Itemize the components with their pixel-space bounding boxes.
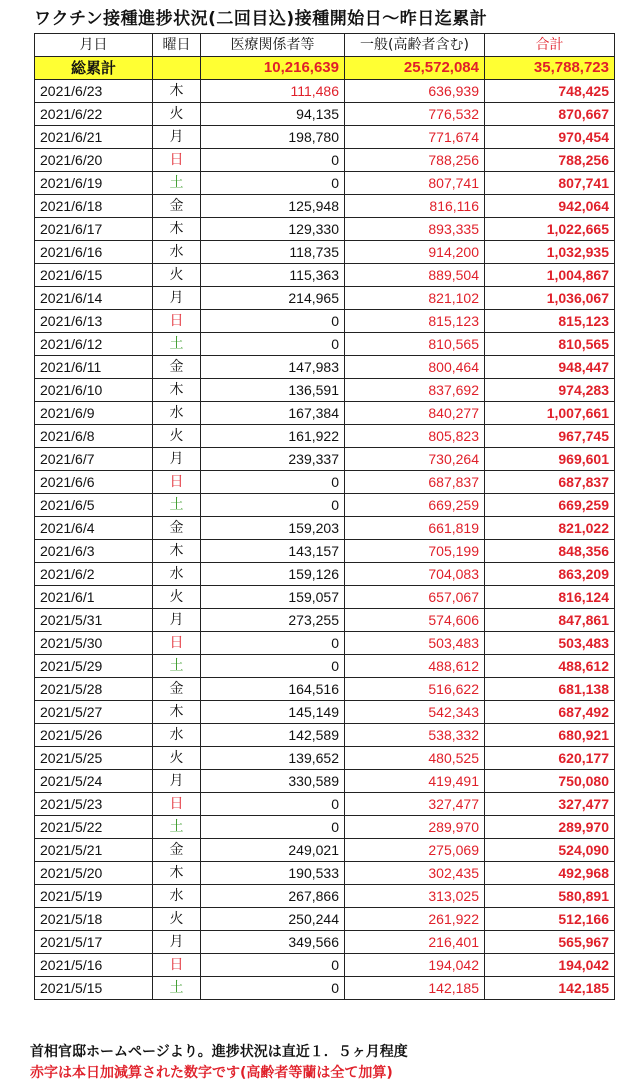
row-general: 815,123 <box>345 310 485 333</box>
row-medical: 0 <box>201 172 345 195</box>
row-general: 574,606 <box>345 609 485 632</box>
row-weekday: 火 <box>153 747 201 770</box>
table-row <box>35 586 615 609</box>
row-general: 705,199 <box>345 540 485 563</box>
row-weekday: 木 <box>153 540 201 563</box>
row-sum: 1,036,067 <box>485 287 615 310</box>
row-sum: 821,022 <box>485 517 615 540</box>
row-general: 327,477 <box>345 793 485 816</box>
row-sum: 750,080 <box>485 770 615 793</box>
row-date: 2021/5/21 <box>35 839 153 862</box>
row-weekday: 金 <box>153 356 201 379</box>
row-sum: 503,483 <box>485 632 615 655</box>
row-medical: 94,135 <box>201 103 345 126</box>
row-general: 289,970 <box>345 816 485 839</box>
row-sum: 289,970 <box>485 816 615 839</box>
row-sum: 788,256 <box>485 149 615 172</box>
row-medical: 111,486 <box>201 80 345 103</box>
row-weekday: 土 <box>153 816 201 839</box>
table-row <box>35 517 615 540</box>
row-sum: 848,356 <box>485 540 615 563</box>
row-sum: 327,477 <box>485 793 615 816</box>
row-general: 142,185 <box>345 977 485 1000</box>
row-medical: 0 <box>201 310 345 333</box>
row-general: 419,491 <box>345 770 485 793</box>
row-medical: 159,203 <box>201 517 345 540</box>
row-date: 2021/6/14 <box>35 287 153 310</box>
row-general: 657,067 <box>345 586 485 609</box>
row-weekday: 火 <box>153 425 201 448</box>
table-row <box>35 931 615 954</box>
row-medical: 190,533 <box>201 862 345 885</box>
row-weekday: 日 <box>153 149 201 172</box>
row-date: 2021/6/4 <box>35 517 153 540</box>
row-weekday: 日 <box>153 954 201 977</box>
row-weekday: 土 <box>153 494 201 517</box>
row-sum: 847,861 <box>485 609 615 632</box>
row-weekday: 水 <box>153 724 201 747</box>
table-row <box>35 839 615 862</box>
row-medical: 0 <box>201 793 345 816</box>
row-medical: 147,983 <box>201 356 345 379</box>
vaccination-table <box>34 33 615 1000</box>
source-note: 首相官邸ホームページより。進捗状況は直近１．５ヶ月程度 <box>30 1044 408 1060</box>
row-sum: 1,032,935 <box>485 241 615 264</box>
row-weekday: 金 <box>153 517 201 540</box>
row-general: 503,483 <box>345 632 485 655</box>
row-weekday: 月 <box>153 287 201 310</box>
table-row <box>35 126 615 149</box>
row-general: 302,435 <box>345 862 485 885</box>
header-row <box>35 34 615 57</box>
row-medical: 118,735 <box>201 241 345 264</box>
row-date: 2021/6/11 <box>35 356 153 379</box>
row-date: 2021/5/23 <box>35 793 153 816</box>
row-sum: 565,967 <box>485 931 615 954</box>
row-general: 669,259 <box>345 494 485 517</box>
table-row <box>35 563 615 586</box>
row-weekday: 土 <box>153 977 201 1000</box>
row-general: 636,939 <box>345 80 485 103</box>
row-date: 2021/6/8 <box>35 425 153 448</box>
row-general: 816,116 <box>345 195 485 218</box>
row-medical: 239,337 <box>201 448 345 471</box>
row-sum: 512,166 <box>485 908 615 931</box>
row-general: 800,464 <box>345 356 485 379</box>
row-medical: 161,922 <box>201 425 345 448</box>
row-general: 893,335 <box>345 218 485 241</box>
row-general: 480,525 <box>345 747 485 770</box>
row-general: 661,819 <box>345 517 485 540</box>
grand-total-row <box>35 57 615 80</box>
header-date: 月日 <box>35 34 153 57</box>
table-row <box>35 310 615 333</box>
row-general: 821,102 <box>345 287 485 310</box>
grand-total-sum: 35,788,723 <box>485 57 615 80</box>
row-general: 810,565 <box>345 333 485 356</box>
red-note: 赤字は本日加減算された数字です(高齢者等蘭は全て加算) <box>30 1065 393 1081</box>
row-date: 2021/5/19 <box>35 885 153 908</box>
row-weekday: 水 <box>153 885 201 908</box>
row-medical: 0 <box>201 816 345 839</box>
row-medical: 159,057 <box>201 586 345 609</box>
row-date: 2021/5/29 <box>35 655 153 678</box>
row-weekday: 月 <box>153 448 201 471</box>
table-row <box>35 241 615 264</box>
row-general: 840,277 <box>345 402 485 425</box>
row-general: 805,823 <box>345 425 485 448</box>
row-sum: 974,283 <box>485 379 615 402</box>
row-sum: 810,565 <box>485 333 615 356</box>
row-sum: 1,004,867 <box>485 264 615 287</box>
table-row <box>35 149 615 172</box>
row-sum: 687,492 <box>485 701 615 724</box>
row-general: 216,401 <box>345 931 485 954</box>
table-row <box>35 609 615 632</box>
row-weekday: 水 <box>153 241 201 264</box>
table-row <box>35 402 615 425</box>
row-weekday: 土 <box>153 333 201 356</box>
row-weekday: 木 <box>153 701 201 724</box>
row-medical: 115,363 <box>201 264 345 287</box>
row-weekday: 土 <box>153 655 201 678</box>
row-date: 2021/5/15 <box>35 977 153 1000</box>
row-general: 788,256 <box>345 149 485 172</box>
row-sum: 620,177 <box>485 747 615 770</box>
table-row <box>35 977 615 1000</box>
row-sum: 1,007,661 <box>485 402 615 425</box>
page-title: ワクチン接種進捗状況(二回目込)接種開始日～昨日迄累計 <box>34 9 488 29</box>
row-date: 2021/6/18 <box>35 195 153 218</box>
row-sum: 863,209 <box>485 563 615 586</box>
row-medical: 249,021 <box>201 839 345 862</box>
table-row <box>35 701 615 724</box>
row-general: 889,504 <box>345 264 485 287</box>
row-weekday: 土 <box>153 172 201 195</box>
table-row <box>35 425 615 448</box>
row-medical: 164,516 <box>201 678 345 701</box>
row-general: 261,922 <box>345 908 485 931</box>
row-weekday: 月 <box>153 126 201 149</box>
table-row <box>35 678 615 701</box>
table-row <box>35 356 615 379</box>
row-general: 538,332 <box>345 724 485 747</box>
row-sum: 687,837 <box>485 471 615 494</box>
row-date: 2021/6/23 <box>35 80 153 103</box>
row-date: 2021/5/22 <box>35 816 153 839</box>
row-date: 2021/6/5 <box>35 494 153 517</box>
table-row <box>35 448 615 471</box>
row-weekday: 火 <box>153 586 201 609</box>
row-date: 2021/6/19 <box>35 172 153 195</box>
row-sum: 816,124 <box>485 586 615 609</box>
row-sum: 1,022,665 <box>485 218 615 241</box>
row-date: 2021/5/25 <box>35 747 153 770</box>
row-medical: 267,866 <box>201 885 345 908</box>
row-sum: 669,259 <box>485 494 615 517</box>
table-row <box>35 172 615 195</box>
row-weekday: 火 <box>153 264 201 287</box>
row-weekday: 金 <box>153 195 201 218</box>
row-sum: 681,138 <box>485 678 615 701</box>
table-row <box>35 908 615 931</box>
row-general: 704,083 <box>345 563 485 586</box>
row-medical: 136,591 <box>201 379 345 402</box>
row-weekday: 木 <box>153 862 201 885</box>
row-date: 2021/5/27 <box>35 701 153 724</box>
row-weekday: 火 <box>153 908 201 931</box>
row-weekday: 木 <box>153 218 201 241</box>
table-row <box>35 379 615 402</box>
row-weekday: 月 <box>153 931 201 954</box>
header-weekday: 曜日 <box>153 34 201 57</box>
row-general: 275,069 <box>345 839 485 862</box>
table-row <box>35 747 615 770</box>
row-general: 807,741 <box>345 172 485 195</box>
grand-total-label: 総累計 <box>35 57 153 80</box>
row-weekday: 日 <box>153 793 201 816</box>
table-row <box>35 264 615 287</box>
row-sum: 815,123 <box>485 310 615 333</box>
row-medical: 139,652 <box>201 747 345 770</box>
row-date: 2021/5/24 <box>35 770 153 793</box>
row-weekday: 日 <box>153 310 201 333</box>
table-row <box>35 885 615 908</box>
row-date: 2021/6/22 <box>35 103 153 126</box>
row-sum: 870,667 <box>485 103 615 126</box>
row-weekday: 金 <box>153 839 201 862</box>
row-date: 2021/6/7 <box>35 448 153 471</box>
row-date: 2021/6/6 <box>35 471 153 494</box>
row-weekday: 木 <box>153 80 201 103</box>
table-row <box>35 954 615 977</box>
row-weekday: 水 <box>153 563 201 586</box>
row-general: 837,692 <box>345 379 485 402</box>
row-sum: 580,891 <box>485 885 615 908</box>
row-date: 2021/6/16 <box>35 241 153 264</box>
grand-total-weekday <box>153 57 201 80</box>
table-row <box>35 816 615 839</box>
row-date: 2021/5/28 <box>35 678 153 701</box>
row-medical: 214,965 <box>201 287 345 310</box>
row-sum: 492,968 <box>485 862 615 885</box>
row-date: 2021/6/13 <box>35 310 153 333</box>
row-medical: 159,126 <box>201 563 345 586</box>
row-weekday: 月 <box>153 770 201 793</box>
table-row <box>35 333 615 356</box>
row-sum: 524,090 <box>485 839 615 862</box>
row-general: 516,622 <box>345 678 485 701</box>
table-row <box>35 471 615 494</box>
row-date: 2021/6/9 <box>35 402 153 425</box>
row-general: 488,612 <box>345 655 485 678</box>
row-date: 2021/5/17 <box>35 931 153 954</box>
row-medical: 0 <box>201 149 345 172</box>
row-date: 2021/6/15 <box>35 264 153 287</box>
row-weekday: 水 <box>153 402 201 425</box>
row-date: 2021/6/1 <box>35 586 153 609</box>
row-weekday: 火 <box>153 103 201 126</box>
row-medical: 0 <box>201 333 345 356</box>
row-date: 2021/6/2 <box>35 563 153 586</box>
table-row <box>35 632 615 655</box>
table-row <box>35 287 615 310</box>
header-general: 一般(高齢者含む) <box>345 34 485 57</box>
row-sum: 142,185 <box>485 977 615 1000</box>
table-row <box>35 770 615 793</box>
row-medical: 0 <box>201 655 345 678</box>
row-date: 2021/6/21 <box>35 126 153 149</box>
row-date: 2021/6/3 <box>35 540 153 563</box>
row-weekday: 月 <box>153 609 201 632</box>
row-date: 2021/6/12 <box>35 333 153 356</box>
table-row <box>35 80 615 103</box>
row-date: 2021/5/20 <box>35 862 153 885</box>
row-weekday: 金 <box>153 678 201 701</box>
row-medical: 145,149 <box>201 701 345 724</box>
row-general: 542,343 <box>345 701 485 724</box>
header-total: 合計 <box>485 34 615 57</box>
row-sum: 680,921 <box>485 724 615 747</box>
row-sum: 488,612 <box>485 655 615 678</box>
row-general: 771,674 <box>345 126 485 149</box>
row-sum: 969,601 <box>485 448 615 471</box>
table-row <box>35 195 615 218</box>
table-row <box>35 103 615 126</box>
header-medical: 医療関係者等 <box>201 34 345 57</box>
table-row <box>35 724 615 747</box>
row-medical: 0 <box>201 494 345 517</box>
row-sum: 967,745 <box>485 425 615 448</box>
row-sum: 807,741 <box>485 172 615 195</box>
row-medical: 129,330 <box>201 218 345 241</box>
row-sum: 948,447 <box>485 356 615 379</box>
row-medical: 273,255 <box>201 609 345 632</box>
row-general: 194,042 <box>345 954 485 977</box>
row-medical: 0 <box>201 471 345 494</box>
row-general: 730,264 <box>345 448 485 471</box>
table-row <box>35 494 615 517</box>
row-date: 2021/5/18 <box>35 908 153 931</box>
row-medical: 250,244 <box>201 908 345 931</box>
row-date: 2021/6/17 <box>35 218 153 241</box>
row-date: 2021/5/26 <box>35 724 153 747</box>
row-general: 914,200 <box>345 241 485 264</box>
table-row <box>35 655 615 678</box>
row-sum: 748,425 <box>485 80 615 103</box>
row-general: 687,837 <box>345 471 485 494</box>
row-date: 2021/6/10 <box>35 379 153 402</box>
row-medical: 0 <box>201 954 345 977</box>
row-date: 2021/5/30 <box>35 632 153 655</box>
row-medical: 142,589 <box>201 724 345 747</box>
row-sum: 970,454 <box>485 126 615 149</box>
row-medical: 125,948 <box>201 195 345 218</box>
row-weekday: 日 <box>153 632 201 655</box>
grand-total-medical: 10,216,639 <box>201 57 345 80</box>
row-weekday: 日 <box>153 471 201 494</box>
row-general: 313,025 <box>345 885 485 908</box>
row-medical: 349,566 <box>201 931 345 954</box>
row-medical: 0 <box>201 977 345 1000</box>
row-medical: 167,384 <box>201 402 345 425</box>
table-row <box>35 862 615 885</box>
row-medical: 143,157 <box>201 540 345 563</box>
row-date: 2021/5/31 <box>35 609 153 632</box>
row-date: 2021/6/20 <box>35 149 153 172</box>
row-sum: 194,042 <box>485 954 615 977</box>
row-medical: 198,780 <box>201 126 345 149</box>
row-general: 776,532 <box>345 103 485 126</box>
table-row <box>35 218 615 241</box>
row-weekday: 木 <box>153 379 201 402</box>
grand-total-general: 25,572,084 <box>345 57 485 80</box>
row-medical: 0 <box>201 632 345 655</box>
row-date: 2021/5/16 <box>35 954 153 977</box>
table-row <box>35 793 615 816</box>
row-sum: 942,064 <box>485 195 615 218</box>
table-row <box>35 540 615 563</box>
row-medical: 330,589 <box>201 770 345 793</box>
